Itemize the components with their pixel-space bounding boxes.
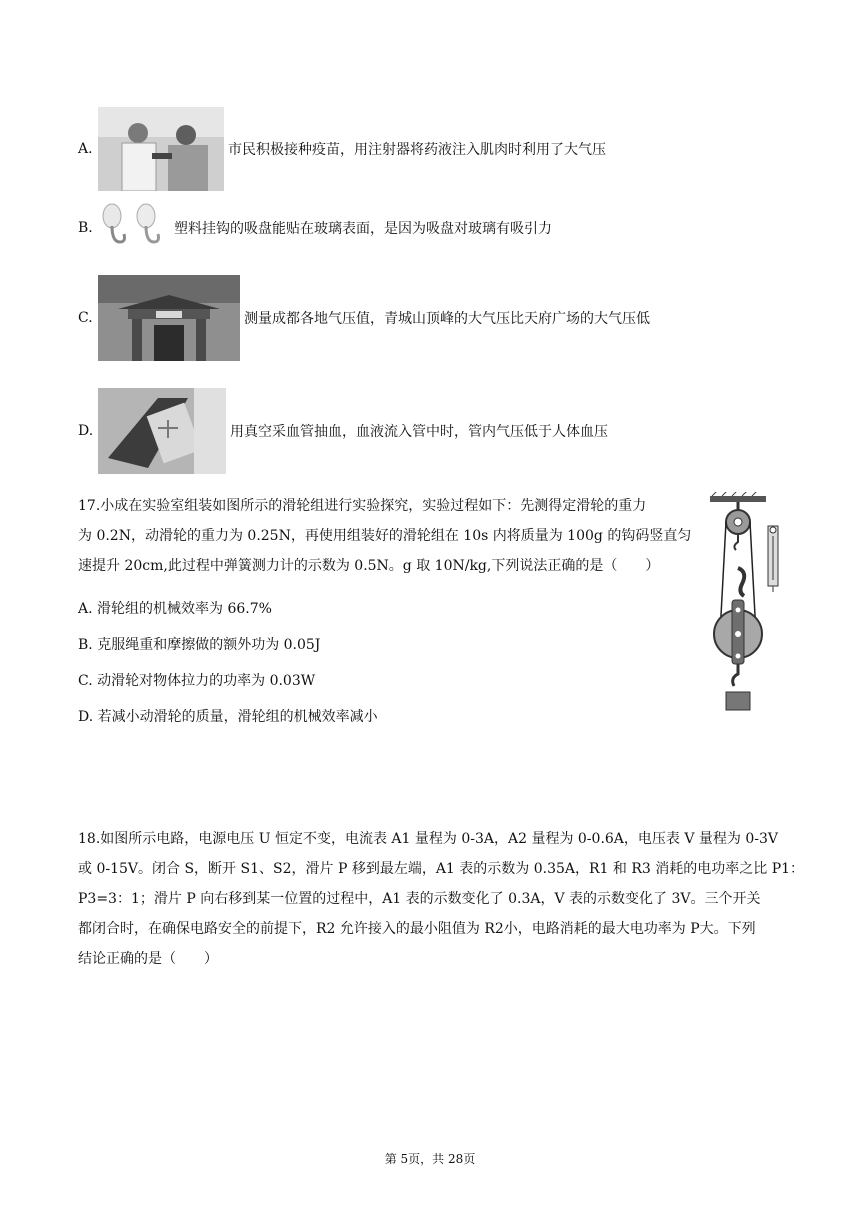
option-text: 市民积极接种疫苗，用注射器将药液注入肌肉时利用了大气压	[228, 142, 606, 158]
option-text: 测量成都各地气压值，青城山顶峰的大气压比天府广场的大气压低	[244, 311, 650, 327]
question-18-line-5: 结论正确的是（ ）	[78, 951, 218, 967]
option-letter: A.	[78, 141, 93, 157]
suction-hook-photo	[98, 202, 170, 254]
question-17-line-1: 17.小成在实验室组装如图所示的滑轮组进行实验探究，实验过程如下：先测得定滑轮的重力	[78, 498, 647, 514]
option-16-c	[78, 275, 650, 361]
qingcheng-gate-photo	[98, 275, 240, 361]
question-17-line-3: 速提升 20cm,此过程中弹簧测力计的示数为 0.5N。g 取 10N/kg,下列说法正确的是（ ）	[78, 558, 660, 574]
option-16-a	[78, 107, 606, 191]
option-16-b	[78, 202, 552, 254]
pulley-system-diagram	[704, 492, 786, 716]
q17-choice-d: D. 若减小动滑轮的质量，滑轮组的机械效率减小	[78, 709, 378, 725]
question-18-line-1: 18.如图所示电路，电源电压 U 恒定不变，电流表 A1 量程为 0-3A，A2 量程为 0-0.6A，电压表 V 量程为 0-3V	[78, 831, 779, 847]
question-17	[78, 491, 698, 581]
option-letter: D.	[78, 423, 94, 439]
q17-choice-a: A. 滑轮组的机械效率为 66.7%	[78, 601, 272, 617]
q17-choice-b: B. 克服绳重和摩擦做的额外功为 0.05J	[78, 637, 321, 653]
question-18	[78, 824, 805, 974]
q17-choice-c: C. 动滑轮对物体拉力的功率为 0.03W	[78, 673, 316, 689]
question-18-line-4: 都闭合时，在确保电路安全的前提下，R2 允许接入的最小阻值为 R2小，电路消耗的最大电功率为 P大。下列	[78, 921, 756, 937]
question-18-line-2: 或 0-15V。闭合 S，断开 S1、S2，滑片 P 移到最左端，A1 表的示数为 0.35A，R1 和 R3 消耗的电功率之比 P1：	[78, 861, 805, 877]
option-letter: B.	[78, 220, 93, 236]
question-18-line-3: P3=3：1；滑片 P 向右移到某一位置的过程中，A1 表的示数变化了 0.3A，V 表的示数变化了 3V。三个开关	[78, 891, 761, 907]
vaccination-photo	[98, 107, 224, 191]
page-footer: 第 5页，共 28页	[384, 1152, 476, 1166]
blood-draw-photo	[98, 388, 226, 474]
option-letter: C.	[78, 310, 93, 326]
option-text: 塑料挂钩的吸盘能贴在玻璃表面，是因为吸盘对玻璃有吸引力	[174, 221, 552, 237]
option-text: 用真空采血管抽血，血液流入管中时，管内气压低于人体血压	[230, 424, 608, 440]
option-16-d	[78, 388, 608, 474]
question-17-line-2: 为 0.2N，动滑轮的重力为 0.25N，再使用组装好的滑轮组在 10s 内将质量为 100g 的钩码竖直匀	[78, 528, 692, 544]
